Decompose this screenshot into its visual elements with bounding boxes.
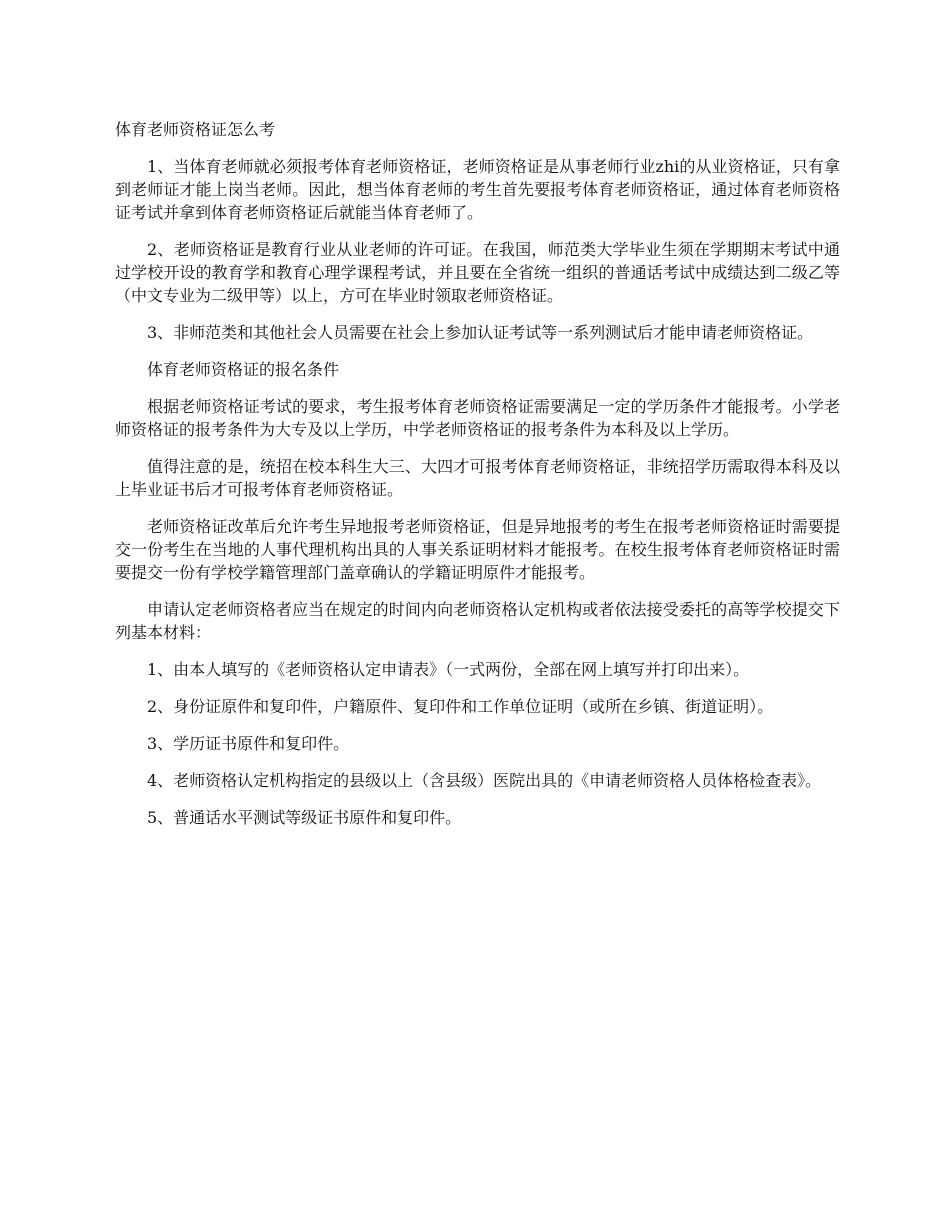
- paragraph-1: 1、当体育老师就必须报考体育老师资格证，老师资格证是从事老师行业zhi的从业资格证，只有拿到老师证才能上岗当老师。因此，想当体育老师的考生首先要报考体育老师资格证，通过体育老师资格证考试并拿到体育老师资格证后就能当体育老师了。: [115, 157, 840, 222]
- document-page: [115, 118, 840, 843]
- list-item-4: 4、老师资格认定机构指定的县级以上（含县级）医院出具的《申请老师资格人员体格检查表》。: [147, 771, 822, 790]
- document-title: 体育老师资格证怎么考: [115, 120, 276, 139]
- paragraph-8: 申请认定老师资格者应当在规定的时间内向老师资格认定机构或者依法接受委托的高等学校提交下列基本材料：: [115, 600, 840, 642]
- list-item-1: 1、由本人填写的《老师资格认定申请表》（一式两份，全部在网上填写并打印出来）。: [147, 660, 750, 679]
- paragraph-3: 3、非师范类和其他社会人员需要在社会上参加认证考试等一系列测试后才能申请老师资格证。: [147, 323, 814, 342]
- list-item-3: 3、学历证书原件和复印件。: [147, 734, 350, 753]
- paragraph-7: 老师资格证改革后允许考生异地报考老师资格证，但是异地报考的考生在报考老师资格证时需要提交一份考生在当地的人事代理机构出具的人事关系证明材料才能报考。在校生报考体育老师资格证时需要提交一份有学校学籍管理部门盖章确认的学籍证明原件才能报考。: [115, 517, 840, 582]
- paragraph-5: 根据老师资格证考试的要求，考生报考体育老师资格证需要满足一定的学历条件才能报考。小学老师资格证的报考条件为大专及以上学历，中学老师资格证的报考条件为本科及以上学历。: [115, 397, 840, 439]
- paragraph-6: 值得注意的是，统招在校本科生大三、大四才可报考体育老师资格证，非统招学历需取得本科及以上毕业证书后才可报考体育老师资格证。: [115, 457, 840, 499]
- section-heading-registration: 体育老师资格证的报名条件: [147, 360, 340, 379]
- paragraph-2: 2、老师资格证是教育行业从业老师的许可证。在我国，师范类大学毕业生须在学期期末考试中通过学校开设的教育学和教育心理学课程考试，并且要在全省统一组织的普通话考试中成绩达到二级乙等（中文专业为二级甲等）以上，方可在毕业时领取老师资格证。: [115, 240, 840, 305]
- list-item-5: 5、普通话水平测试等级证书原件和复印件。: [147, 808, 462, 827]
- list-item-2: 2、身份证原件和复印件，户籍原件、复印件和工作单位证明（或所在乡镇、街道证明）。: [147, 697, 774, 716]
